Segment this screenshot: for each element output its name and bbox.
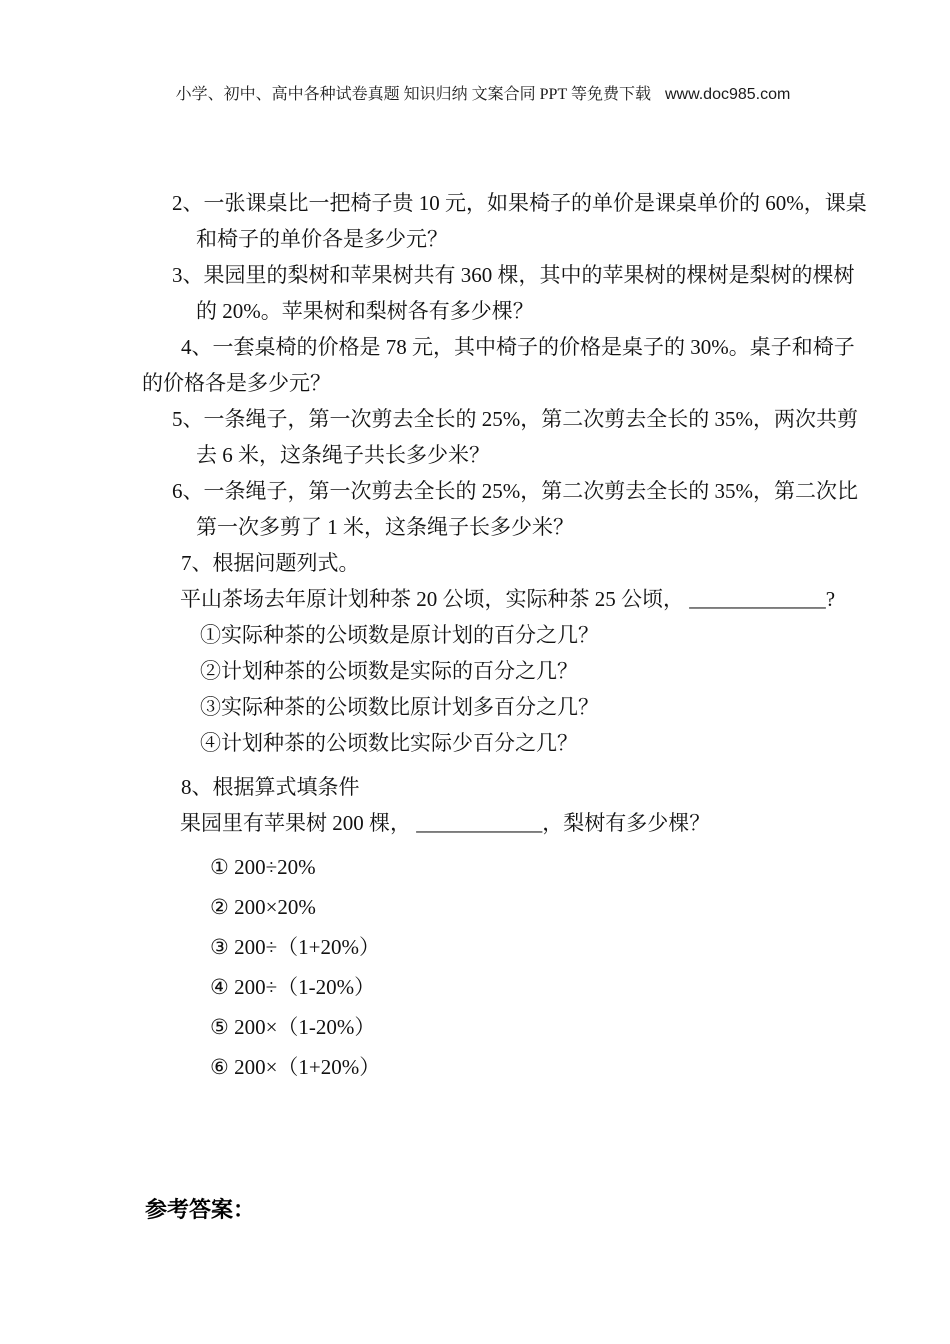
document-line: 3、果园里的梨树和苹果树共有 360 棵，其中的苹果树的棵树是梨树的棵树 [172, 263, 855, 287]
document-line: 8、根据算式填条件 [181, 775, 360, 799]
document-line: 的价格各是多少元？ [142, 371, 331, 395]
document-line: ④计划种茶的公顷数比实际少百分之几？ [200, 731, 578, 755]
header-site-url: www.doc985.com [664, 86, 791, 103]
document-line: ①实际种茶的公顷数是原计划的百分之几？ [200, 623, 599, 647]
document-body [0, 185, 950, 1087]
document-line: 6、一条绳子，第一次剪去全长的 25%，第二次剪去全长的 35%，第二次比 [172, 479, 858, 503]
document-line: ① 200÷20% [210, 855, 316, 879]
document-line: ②计划种茶的公顷数是实际的百分之几？ [200, 659, 578, 683]
document-line: ⑥ 200×（1+20%） [210, 1055, 381, 1079]
document-line: 4、一套桌椅的价格是 78 元，其中椅子的价格是桌子的 30%。桌子和椅子 [181, 335, 855, 359]
document-line: 第一次多剪了 1 米，这条绳子长多少米？ [196, 515, 574, 539]
document-line: ⑤ 200×（1-20%） [210, 1015, 376, 1039]
answers-heading: 参考答案： [145, 1197, 256, 1222]
document-line: 2、一张课桌比一把椅子贵 10 元，如果椅子的单价是课桌单价的 60%，课桌 [172, 191, 867, 215]
header-promo-text: 小学、初中、高中各种试卷真题 知识归纳 文案合同 PPT 等免费下载 [175, 86, 651, 103]
document-line: ③实际种茶的公顷数比原计划多百分之几？ [200, 695, 599, 719]
document-line: 和椅子的单价各是多少元？ [196, 227, 448, 251]
document-line: 果园里有苹果树 200 棵， ____________，梨树有多少棵？ [180, 811, 711, 835]
document-line: 去 6 米，这条绳子共长多少米？ [196, 443, 490, 467]
page-header [0, 0, 950, 128]
document-line: ② 200×20% [210, 895, 316, 919]
document-line: ③ 200÷（1+20%） [210, 935, 380, 959]
document-line: 5、一条绳子，第一次剪去全长的 25%，第二次剪去全长的 35%，两次共剪 [172, 407, 858, 431]
document-line: 平山茶场去年原计划种茶 20 公顷，实际种茶 25 公顷， _____________? [180, 587, 836, 611]
document-line: ④ 200÷（1-20%） [210, 975, 376, 999]
document-line: 7、根据问题列式。 [181, 551, 360, 575]
document-line: 的 20%。苹果树和梨树各有多少棵？ [196, 299, 534, 323]
